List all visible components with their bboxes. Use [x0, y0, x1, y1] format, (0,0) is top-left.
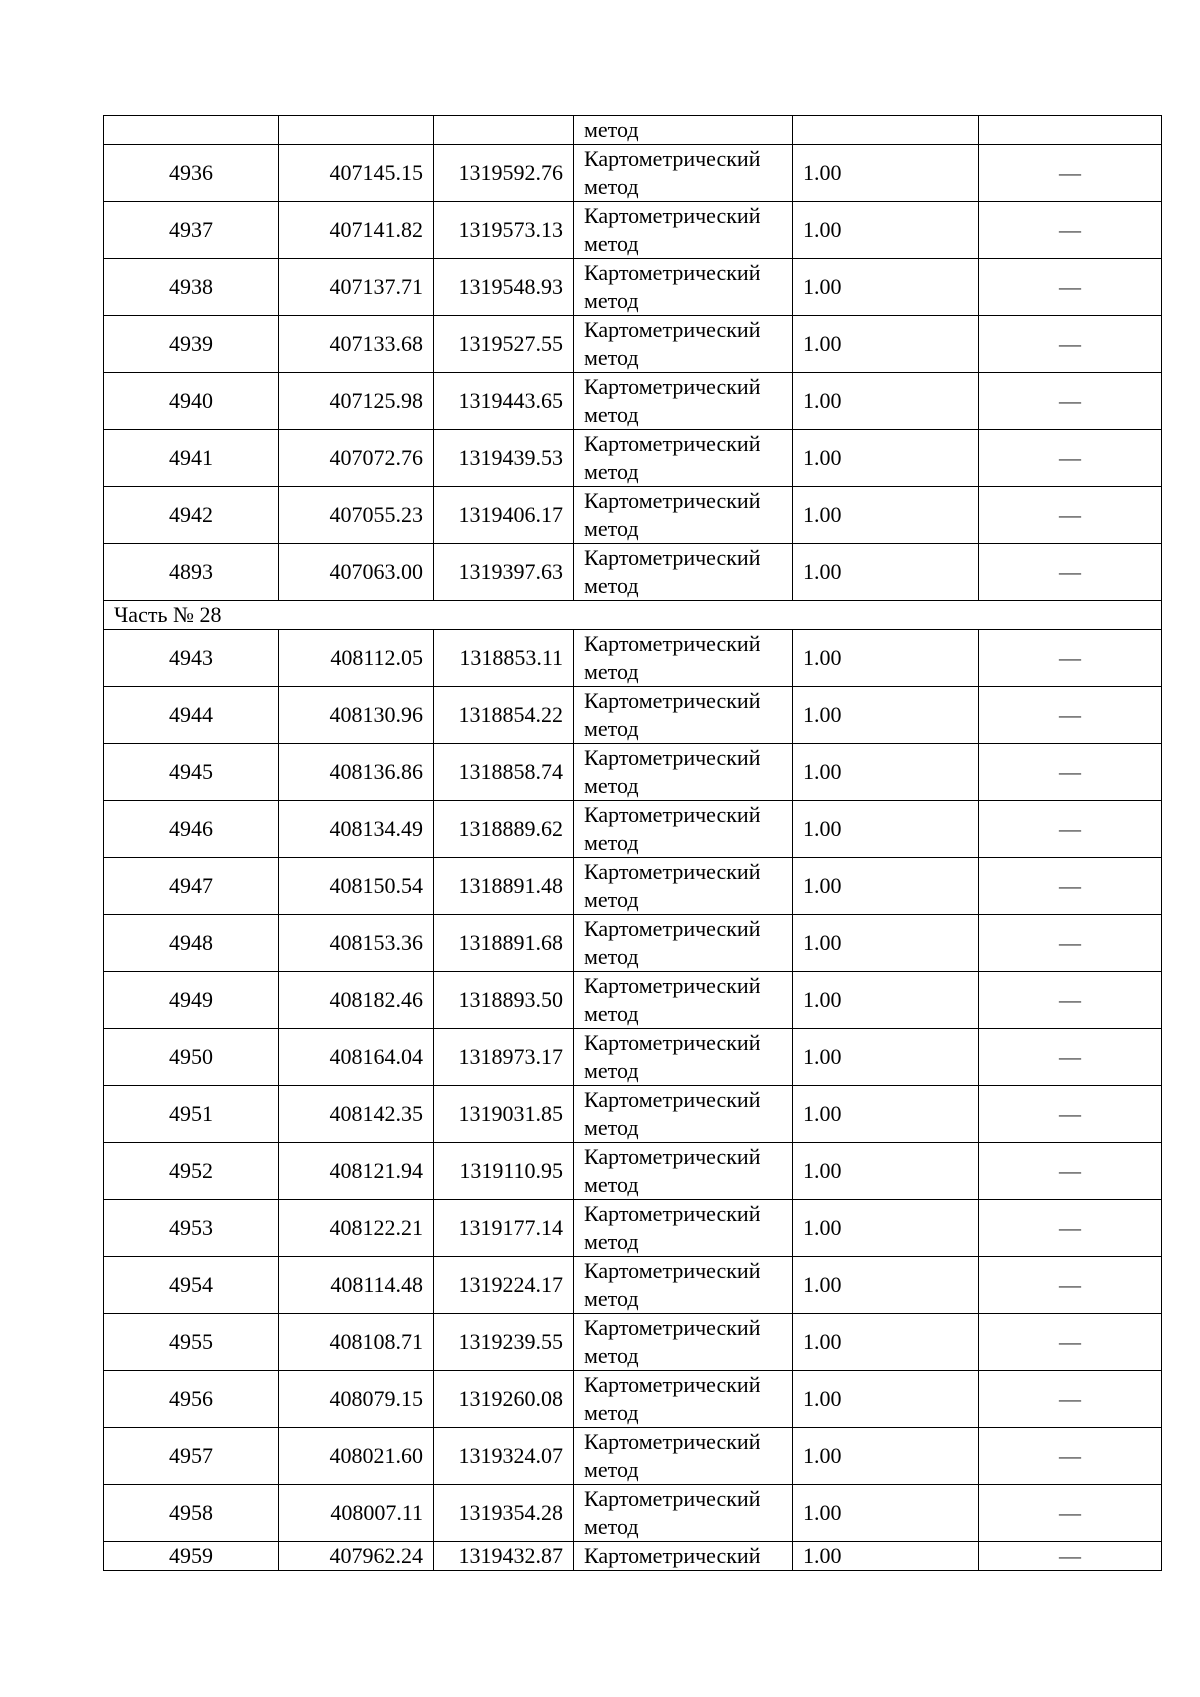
method-cell — [574, 202, 793, 259]
method-line-2: метод — [584, 1172, 639, 1197]
method-cell — [574, 972, 793, 1029]
point-number-cell: 4941 — [104, 430, 279, 487]
x-coordinate-cell — [279, 116, 434, 145]
method-line-1: Картометрический — [584, 374, 761, 399]
table-row — [104, 1200, 1162, 1257]
table-row — [104, 744, 1162, 801]
y-coordinate-cell: 1319324.07 — [434, 1428, 574, 1485]
method-line-2: метод — [584, 1457, 639, 1482]
table-row — [104, 487, 1162, 544]
table-row — [104, 630, 1162, 687]
method-cell — [574, 858, 793, 915]
accuracy-cell: 1.00 — [793, 430, 979, 487]
x-coordinate-cell: 408112.05 — [279, 630, 434, 687]
y-coordinate-cell: 1319224.17 — [434, 1257, 574, 1314]
accuracy-cell: 1.00 — [793, 202, 979, 259]
x-coordinate-cell: 407125.98 — [279, 373, 434, 430]
description-cell: — — [979, 1542, 1162, 1571]
y-coordinate-cell: 1319439.53 — [434, 430, 574, 487]
method-cell — [574, 1371, 793, 1428]
table-row — [104, 801, 1162, 858]
description-cell: — — [979, 630, 1162, 687]
method-cell — [574, 687, 793, 744]
x-coordinate-cell: 408079.15 — [279, 1371, 434, 1428]
x-coordinate-cell: 408142.35 — [279, 1086, 434, 1143]
table-row — [104, 1542, 1162, 1571]
x-coordinate-cell: 408136.86 — [279, 744, 434, 801]
table-row — [104, 1029, 1162, 1086]
y-coordinate-cell: 1318854.22 — [434, 687, 574, 744]
table-row — [104, 1428, 1162, 1485]
method-line-1: Картометрический — [584, 545, 761, 570]
accuracy-cell: 1.00 — [793, 972, 979, 1029]
description-cell: — — [979, 915, 1162, 972]
method-line-2: метод — [584, 1001, 639, 1026]
x-coordinate-cell: 408108.71 — [279, 1314, 434, 1371]
point-number-cell: 4940 — [104, 373, 279, 430]
method-cell — [574, 1029, 793, 1086]
point-number-cell: 4957 — [104, 1428, 279, 1485]
method-line-2: метод — [584, 1514, 639, 1539]
accuracy-cell: 1.00 — [793, 1257, 979, 1314]
y-coordinate-cell: 1318889.62 — [434, 801, 574, 858]
table-row — [104, 915, 1162, 972]
method-line-1: Картометрический — [584, 260, 761, 285]
accuracy-cell: 1.00 — [793, 744, 979, 801]
description-cell: — — [979, 972, 1162, 1029]
table-row — [104, 1371, 1162, 1428]
point-number-cell: 4893 — [104, 544, 279, 601]
table-row — [104, 259, 1162, 316]
x-coordinate-cell: 407055.23 — [279, 487, 434, 544]
accuracy-cell: 1.00 — [793, 1428, 979, 1485]
description-cell: — — [979, 487, 1162, 544]
method-line-2: метод — [584, 459, 639, 484]
coordinates-table-body — [104, 116, 1162, 1571]
method-line-1: Картометрический — [584, 859, 761, 884]
method-cell — [574, 1542, 793, 1571]
x-coordinate-cell: 408121.94 — [279, 1143, 434, 1200]
description-cell: — — [979, 430, 1162, 487]
y-coordinate-cell: 1319239.55 — [434, 1314, 574, 1371]
method-line-2: метод — [584, 944, 639, 969]
method-cell — [574, 259, 793, 316]
x-coordinate-cell: 408182.46 — [279, 972, 434, 1029]
method-cell — [574, 630, 793, 687]
table-row — [104, 858, 1162, 915]
accuracy-cell: 1.00 — [793, 858, 979, 915]
method-line-1: Картометрический — [584, 1030, 761, 1055]
description-cell: — — [979, 1086, 1162, 1143]
description-cell: — — [979, 1428, 1162, 1485]
description-cell: — — [979, 316, 1162, 373]
point-number-cell: 4939 — [104, 316, 279, 373]
method-cell — [574, 544, 793, 601]
description-cell: — — [979, 145, 1162, 202]
accuracy-cell: 1.00 — [793, 1086, 979, 1143]
method-cell — [574, 1314, 793, 1371]
accuracy-cell: 1.00 — [793, 487, 979, 544]
table-row — [104, 145, 1162, 202]
method-cell — [574, 145, 793, 202]
x-coordinate-cell: 408122.21 — [279, 1200, 434, 1257]
table-row — [104, 316, 1162, 373]
method-line-2: метод — [584, 1286, 639, 1311]
method-line-2: метод — [584, 830, 639, 855]
x-coordinate-cell: 407137.71 — [279, 259, 434, 316]
x-coordinate-cell: 407063.00 — [279, 544, 434, 601]
x-coordinate-cell: 407072.76 — [279, 430, 434, 487]
x-coordinate-cell: 407141.82 — [279, 202, 434, 259]
accuracy-cell: 1.00 — [793, 1542, 979, 1571]
y-coordinate-cell: 1319432.87 — [434, 1542, 574, 1571]
point-number-cell: 4945 — [104, 744, 279, 801]
method-line-1: Картометрический — [584, 688, 761, 713]
method-line-2: метод — [584, 773, 639, 798]
method-line-2: метод — [584, 516, 639, 541]
method-line-1: Картометрический — [584, 1258, 761, 1283]
method-line-1: Картометрический — [584, 1372, 761, 1397]
point-number-cell: 4946 — [104, 801, 279, 858]
description-cell: — — [979, 1485, 1162, 1542]
method-line-2: метод — [584, 174, 639, 199]
x-coordinate-cell: 408114.48 — [279, 1257, 434, 1314]
y-coordinate-cell: 1319592.76 — [434, 145, 574, 202]
method-line-2: метод — [584, 117, 639, 142]
method-line-2: метод — [584, 1400, 639, 1425]
y-coordinate-cell: 1318891.68 — [434, 915, 574, 972]
method-line-1: Картометрический — [584, 802, 761, 827]
point-number-cell: 4938 — [104, 259, 279, 316]
method-line-2: метод — [584, 659, 639, 684]
description-cell: — — [979, 373, 1162, 430]
point-number-cell: 4952 — [104, 1143, 279, 1200]
point-number-cell: 4954 — [104, 1257, 279, 1314]
method-cell — [574, 430, 793, 487]
y-coordinate-cell: 1319406.17 — [434, 487, 574, 544]
method-cell — [574, 1086, 793, 1143]
description-cell: — — [979, 1314, 1162, 1371]
method-line-1: Картометрический — [584, 1144, 761, 1169]
description-cell — [979, 116, 1162, 145]
description-cell: — — [979, 801, 1162, 858]
table-row — [104, 1314, 1162, 1371]
method-line-2: метод — [584, 402, 639, 427]
description-cell: — — [979, 259, 1162, 316]
accuracy-cell: 1.00 — [793, 915, 979, 972]
description-cell: — — [979, 1200, 1162, 1257]
x-coordinate-cell: 408153.36 — [279, 915, 434, 972]
method-line-2: метод — [584, 288, 639, 313]
x-coordinate-cell: 408130.96 — [279, 687, 434, 744]
method-line-1: Картометрический — [584, 1201, 761, 1226]
method-line-1: Картометрический — [584, 631, 761, 656]
point-number-cell: 4942 — [104, 487, 279, 544]
description-cell: — — [979, 687, 1162, 744]
accuracy-cell — [793, 116, 979, 145]
table-row — [104, 972, 1162, 1029]
table-row — [104, 1257, 1162, 1314]
method-line-1: Картометрический — [584, 317, 761, 342]
point-number-cell: 4943 — [104, 630, 279, 687]
point-number-cell: 4959 — [104, 1542, 279, 1571]
method-line-2: метод — [584, 1115, 639, 1140]
x-coordinate-cell: 407133.68 — [279, 316, 434, 373]
table-row — [104, 1143, 1162, 1200]
y-coordinate-cell: 1319527.55 — [434, 316, 574, 373]
method-line-1: Картометрический — [584, 203, 761, 228]
accuracy-cell: 1.00 — [793, 687, 979, 744]
method-cell — [574, 744, 793, 801]
table-row — [104, 1086, 1162, 1143]
y-coordinate-cell: 1319397.63 — [434, 544, 574, 601]
y-coordinate-cell: 1318853.11 — [434, 630, 574, 687]
method-cell — [574, 1200, 793, 1257]
method-cell — [574, 316, 793, 373]
accuracy-cell: 1.00 — [793, 1029, 979, 1086]
y-coordinate-cell: 1319260.08 — [434, 1371, 574, 1428]
method-line-1: Картометрический — [584, 973, 761, 998]
accuracy-cell: 1.00 — [793, 316, 979, 373]
method-cell — [574, 1257, 793, 1314]
method-line-1: Картометрический — [584, 431, 761, 456]
method-line-2: метод — [584, 573, 639, 598]
accuracy-cell: 1.00 — [793, 1314, 979, 1371]
table-row — [104, 373, 1162, 430]
section-label: Часть № 28 — [104, 601, 1162, 630]
point-number-cell: 4953 — [104, 1200, 279, 1257]
method-cell — [574, 915, 793, 972]
point-number-cell — [104, 116, 279, 145]
description-cell: — — [979, 544, 1162, 601]
y-coordinate-cell: 1319573.13 — [434, 202, 574, 259]
table-row — [104, 687, 1162, 744]
y-coordinate-cell — [434, 116, 574, 145]
y-coordinate-cell: 1319354.28 — [434, 1485, 574, 1542]
point-number-cell: 4951 — [104, 1086, 279, 1143]
point-number-cell: 4956 — [104, 1371, 279, 1428]
method-line-2: метод — [584, 716, 639, 741]
method-cell — [574, 1428, 793, 1485]
point-number-cell: 4936 — [104, 145, 279, 202]
method-line-2: метод — [584, 345, 639, 370]
method-line-2: метод — [584, 887, 639, 912]
accuracy-cell: 1.00 — [793, 1371, 979, 1428]
accuracy-cell: 1.00 — [793, 259, 979, 316]
point-number-cell: 4947 — [104, 858, 279, 915]
table-row — [104, 544, 1162, 601]
accuracy-cell: 1.00 — [793, 630, 979, 687]
section-row-part-28 — [104, 601, 1162, 630]
y-coordinate-cell: 1318893.50 — [434, 972, 574, 1029]
y-coordinate-cell: 1319443.65 — [434, 373, 574, 430]
method-cell — [574, 487, 793, 544]
y-coordinate-cell: 1319031.85 — [434, 1086, 574, 1143]
x-coordinate-cell: 407145.15 — [279, 145, 434, 202]
point-number-cell: 4955 — [104, 1314, 279, 1371]
description-cell: — — [979, 744, 1162, 801]
continuation-row — [104, 116, 1162, 145]
description-cell: — — [979, 858, 1162, 915]
method-line-1: Картометрический — [584, 1486, 761, 1511]
x-coordinate-cell: 408164.04 — [279, 1029, 434, 1086]
point-number-cell: 4958 — [104, 1485, 279, 1542]
method-line-1: Картометрический — [584, 1429, 761, 1454]
method-line-1: Картометрический — [584, 488, 761, 513]
point-number-cell: 4950 — [104, 1029, 279, 1086]
method-cell — [574, 373, 793, 430]
y-coordinate-cell: 1319110.95 — [434, 1143, 574, 1200]
method-cell — [574, 801, 793, 858]
point-number-cell: 4949 — [104, 972, 279, 1029]
description-cell: — — [979, 202, 1162, 259]
description-cell: — — [979, 1257, 1162, 1314]
description-cell: — — [979, 1029, 1162, 1086]
x-coordinate-cell: 408150.54 — [279, 858, 434, 915]
method-line-2: метод — [584, 231, 639, 256]
method-line-1: Картометрический — [584, 1315, 761, 1340]
point-number-cell: 4937 — [104, 202, 279, 259]
accuracy-cell: 1.00 — [793, 1200, 979, 1257]
x-coordinate-cell: 408134.49 — [279, 801, 434, 858]
method-line-2: метод — [584, 1343, 639, 1368]
method-cell — [574, 1485, 793, 1542]
description-cell: — — [979, 1371, 1162, 1428]
y-coordinate-cell: 1319548.93 — [434, 259, 574, 316]
method-line-1: Картометрический — [584, 745, 761, 770]
method-line-1: Картометрический — [584, 1543, 761, 1568]
accuracy-cell: 1.00 — [793, 544, 979, 601]
table-row — [104, 202, 1162, 259]
accuracy-cell: 1.00 — [793, 1143, 979, 1200]
x-coordinate-cell: 407962.24 — [279, 1542, 434, 1571]
coordinates-table — [103, 115, 1162, 1571]
method-line-2: метод — [584, 1229, 639, 1254]
point-number-cell: 4948 — [104, 915, 279, 972]
method-cell — [574, 116, 793, 145]
accuracy-cell: 1.00 — [793, 145, 979, 202]
accuracy-cell: 1.00 — [793, 801, 979, 858]
method-cell — [574, 1143, 793, 1200]
point-number-cell: 4944 — [104, 687, 279, 744]
accuracy-cell: 1.00 — [793, 373, 979, 430]
x-coordinate-cell: 408021.60 — [279, 1428, 434, 1485]
y-coordinate-cell: 1319177.14 — [434, 1200, 574, 1257]
y-coordinate-cell: 1318891.48 — [434, 858, 574, 915]
y-coordinate-cell: 1318858.74 — [434, 744, 574, 801]
method-line-1: Картометрический — [584, 916, 761, 941]
x-coordinate-cell: 408007.11 — [279, 1485, 434, 1542]
method-line-1: Картометрический — [584, 146, 761, 171]
method-line-2: метод — [584, 1058, 639, 1083]
table-row — [104, 1485, 1162, 1542]
accuracy-cell: 1.00 — [793, 1485, 979, 1542]
method-line-1: Картометрический — [584, 1087, 761, 1112]
y-coordinate-cell: 1318973.17 — [434, 1029, 574, 1086]
description-cell: — — [979, 1143, 1162, 1200]
table-row — [104, 430, 1162, 487]
